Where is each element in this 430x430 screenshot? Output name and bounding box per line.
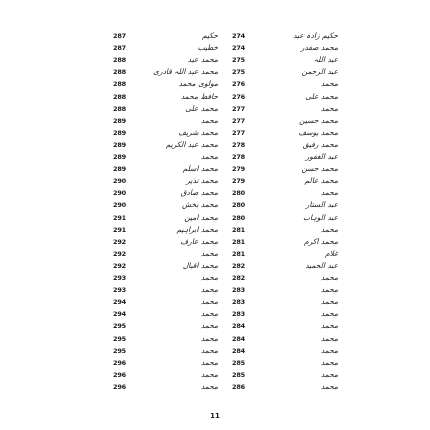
right-entry: عبد الستار — [305, 200, 338, 210]
index-row — [0, 127, 430, 139]
left-entry: محمد — [200, 152, 218, 161]
left-entry: محمد — [200, 369, 218, 379]
right-page-number: 280 — [232, 213, 245, 222]
index-row — [0, 139, 430, 151]
left-entry: محمد — [200, 115, 218, 125]
left-entry: محمد اقبال — [182, 260, 218, 270]
right-entry: محمد اکرم — [304, 236, 338, 246]
index-row — [0, 236, 430, 248]
left-page-number: 293 — [113, 286, 126, 295]
left-page-number: 295 — [113, 322, 126, 331]
left-entry: محمد شریف — [178, 127, 218, 137]
index-row — [0, 187, 430, 199]
left-entry: محمد عارف — [180, 236, 218, 246]
index-row — [0, 248, 430, 260]
left-page-number: 294 — [113, 310, 126, 319]
right-page-number: 283 — [232, 286, 245, 295]
index-row — [0, 357, 430, 369]
right-page-number: 274 — [232, 44, 245, 53]
right-page-number: 276 — [232, 80, 245, 89]
index-row — [0, 115, 430, 127]
index-row — [0, 66, 430, 78]
page-number: 11 — [210, 412, 220, 420]
left-entry: حکیم — [201, 31, 218, 40]
right-entry: عبد الوہاب — [302, 212, 338, 222]
right-entry: محمد — [320, 103, 338, 113]
left-entry: محمد — [200, 309, 218, 319]
right-entry: محمد یوسف — [298, 127, 338, 137]
index-row — [0, 78, 430, 90]
left-entry: محمد بخش — [181, 200, 218, 210]
left-page-number: 289 — [113, 116, 126, 125]
index-row — [0, 199, 430, 211]
left-page-number: 296 — [113, 358, 126, 367]
right-entry: عبد الحمید — [305, 260, 338, 270]
index-row — [0, 296, 430, 308]
index-row — [0, 91, 430, 103]
right-page-number: 282 — [232, 274, 245, 282]
left-entry: محمد — [200, 273, 218, 282]
index-row — [0, 163, 430, 175]
index-row — [0, 369, 430, 381]
left-entry: محمد — [200, 285, 218, 295]
index-row — [0, 381, 430, 393]
right-page-number: 284 — [232, 346, 245, 355]
right-page-number: 279 — [232, 177, 245, 186]
right-entry: محمد صفدر — [300, 43, 338, 53]
left-entry: حافظ محمد — [180, 91, 218, 101]
left-page-number: 290 — [113, 189, 126, 198]
left-page-number: 288 — [113, 80, 126, 89]
left-entry: محمد نذیر — [186, 176, 218, 186]
left-entry: محمد — [200, 345, 218, 355]
index-row — [0, 308, 430, 320]
left-entry: محمد — [200, 381, 218, 391]
left-entry: محمد — [200, 357, 218, 367]
right-page-number: 274 — [232, 32, 245, 40]
right-page-number: 285 — [232, 358, 245, 367]
left-page-number: 291 — [113, 213, 126, 222]
right-page-number: 277 — [232, 128, 245, 137]
right-entry: محمد علی — [305, 91, 338, 101]
index-row — [0, 272, 430, 284]
left-entry: محمد صادق — [180, 188, 218, 198]
left-entry: محمد عبد الکریم — [165, 139, 218, 149]
left-page-number: 292 — [113, 237, 126, 246]
left-entry: محمد امین — [184, 212, 218, 222]
right-entry: محمد — [320, 224, 338, 234]
index-row — [0, 224, 430, 236]
left-page-number: 294 — [113, 298, 126, 307]
right-page-number: 277 — [232, 116, 245, 125]
right-page-number: 279 — [232, 165, 245, 174]
right-page-number: 275 — [232, 56, 245, 65]
right-entry: محمد — [320, 285, 338, 295]
left-page-number: 291 — [113, 225, 126, 234]
right-page-number: 284 — [232, 322, 245, 331]
left-page-number: 288 — [113, 104, 126, 113]
right-entry: محمد — [320, 321, 338, 331]
right-entry: محمد — [320, 188, 338, 198]
right-page-number: 281 — [232, 249, 245, 258]
left-entry: محمد اسلم — [182, 164, 218, 174]
right-page-number: 281 — [232, 225, 245, 234]
right-page-number: 278 — [232, 140, 245, 149]
right-entry: حکیم زادہ عبد — [293, 31, 338, 40]
right-page-number: 282 — [232, 261, 245, 270]
right-entry: محمد حسن — [301, 164, 338, 174]
left-page-number: 289 — [113, 165, 126, 174]
right-entry: عبد اللہ — [313, 55, 338, 65]
right-entry: عبد الغفور — [305, 152, 338, 161]
right-page-number: 277 — [232, 104, 245, 113]
right-entry: محمد — [320, 333, 338, 343]
index-row — [0, 320, 430, 332]
left-entry: محمد — [200, 248, 218, 258]
left-page-number: 295 — [113, 334, 126, 343]
left-page-number: 289 — [113, 128, 126, 137]
left-entry: خطیب — [197, 43, 218, 53]
index-row — [0, 175, 430, 187]
index-row — [0, 103, 430, 115]
left-page-number: 287 — [113, 44, 126, 53]
index-row — [0, 151, 430, 163]
left-entry: محمد علی — [185, 103, 218, 113]
right-entry: محمد — [320, 345, 338, 355]
left-page-number: 290 — [113, 201, 126, 210]
right-page-number: 275 — [232, 68, 245, 77]
left-entry: محمد عبد — [187, 55, 218, 65]
left-entry: محمد عبد اللہ قادری — [153, 67, 218, 77]
left-page-number: 292 — [113, 249, 126, 258]
right-page-number: 276 — [232, 92, 245, 101]
right-entry: محمد — [320, 79, 338, 89]
left-page-number: 289 — [113, 140, 126, 149]
right-page-number: 280 — [232, 201, 245, 210]
right-page-number: 286 — [232, 382, 245, 391]
left-page-number: 295 — [113, 346, 126, 355]
right-page-number: 284 — [232, 334, 245, 343]
right-entry: محمد حسین — [299, 115, 338, 125]
right-entry: غلام — [324, 248, 338, 258]
left-page-number: 288 — [113, 68, 126, 77]
left-page-number: 287 — [113, 32, 126, 40]
index-row — [0, 42, 430, 54]
index-row — [0, 30, 430, 42]
left-page-number: 292 — [113, 261, 126, 270]
left-page-number: 293 — [113, 274, 126, 282]
index-row — [0, 260, 430, 272]
index-row — [0, 54, 430, 66]
left-page-number: 290 — [113, 177, 126, 186]
left-page-number: 288 — [113, 56, 126, 65]
left-entry: محمد ابراہیم — [176, 224, 218, 234]
right-entry: محمد — [320, 297, 338, 307]
left-page-number: 296 — [113, 382, 126, 391]
right-page-number: 280 — [232, 189, 245, 198]
left-entry: مولوی محمد — [178, 79, 218, 89]
left-entry: محمد — [200, 321, 218, 331]
left-page-number: 289 — [113, 153, 126, 161]
right-page-number: 281 — [232, 237, 245, 246]
right-page-number: 283 — [232, 310, 245, 319]
left-page-number: 296 — [113, 370, 126, 379]
right-entry: عبد الرحمن — [301, 67, 338, 77]
right-entry: محمد — [320, 369, 338, 379]
right-entry: محمد — [320, 309, 338, 319]
right-entry: محمد رفیق — [302, 139, 338, 149]
right-page-number: 283 — [232, 298, 245, 307]
right-page-number: 278 — [232, 153, 245, 161]
index-row — [0, 284, 430, 296]
right-entry: محمد — [320, 357, 338, 367]
left-entry: محمد — [200, 333, 218, 343]
index-row — [0, 333, 430, 345]
left-entry: محمد — [200, 297, 218, 307]
right-page-number: 285 — [232, 370, 245, 379]
right-entry: محمد — [320, 381, 338, 391]
right-entry: محمد عالم — [304, 176, 338, 186]
index-row — [0, 212, 430, 224]
index-row — [0, 345, 430, 357]
left-page-number: 288 — [113, 92, 126, 101]
right-entry: محمد — [320, 273, 338, 282]
